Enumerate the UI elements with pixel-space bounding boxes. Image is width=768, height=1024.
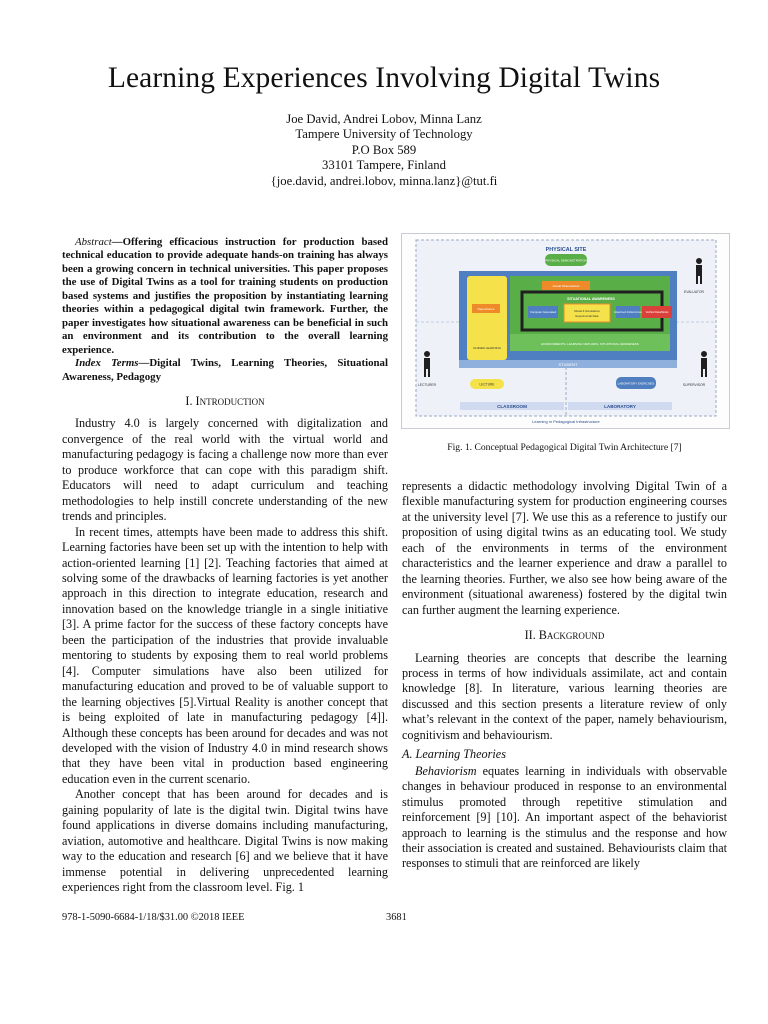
student-label: STUDENT — [558, 362, 578, 367]
paper-title: Learning Experiences Involving Digital Twins — [107, 62, 661, 94]
abstract — [62, 236, 388, 384]
paragraph: In recent times, attempts have been made to address this shift. Learning factories have been set up with the intention to help with action-oriented learning [1] [2]. Teaching factories that aimed at solving some of the drawbacks of learning factories is yet another approach in this direction to integrate education, research and innovation based on the knowledge triangle in a single initiative [3]. A prime factor for the success of these factory concepts have been the participation of the industries that provide invaluable mentoring to students by exposing them to real world problems [4]. Computer simulations have also been utilized for manufacturing education and proved to be of valuable support to the learning objectives [5].Virtual Reality is another concept that is being exploited of late in manufacturing pedagogy [4]]. Although these concepts has been around for decades and was not developed with the vision of Industry 4.0 in mind research shows that they have been vital in production based engineering education even in the current scenario. — [62, 524, 388, 786]
supervisor-label: SUPERVISOR — [682, 383, 706, 387]
paragraph-text: equates learning in individuals with observable changes in behaviour produced in response to an environmental stimulus promoted through repetitive stimulation and reinforcement [9] [10]. An important aspect of the behaviorist approach to learning is the stimulus and the response and how their association is created and sustained. Behaviourists claim that responses to stimuli that are reinforced are likely — [402, 763, 727, 871]
experimental-data-label: Experimental Data — [575, 314, 599, 318]
actual-observations-label: Actual Observations — [552, 284, 580, 288]
computer-generated-label: Computer Generated — [529, 310, 557, 314]
paragraph: Industry 4.0 is largely concerned with digitalization and convergence of the real world with the virtual world and manufacturing pedagogy is facing a challenge now more than ever to produce workforce that can cope with this paradigm shift. Educators will need to adapt curriculum and teaching methodologies to help instill concrete understanding of the new trends and principles. — [62, 416, 388, 524]
environments-label: ENVIRONMENTS, LEARNING METHODS, SITUATIONAL AWARENESS — [541, 342, 639, 346]
affiliation-line: P.O Box 589 — [351, 142, 417, 157]
figure-1 — [401, 233, 730, 429]
infrastructure-label: Learning in Pedagogical Infrastructure — [532, 419, 600, 424]
footer-isbn: 978-1-5090-6684-1/18/$31.00 ©2018 IEEE — [62, 912, 245, 923]
paragraph: Another concept that has been around for decades and is gaining popularity of late is the digital twin. Digital twins have found applications in diverse domains including manufacturing, aviation, automotive and healthcare. Digital Twins is now making way to the education and research [6] and we believe that it have immense potential in delivering unprecedented learning experiences right from the classroom level. Fig. 1 — [62, 787, 388, 895]
pedagogical-digital-twin-diagram — [402, 234, 729, 428]
laboratory-label: LABORATORY — [604, 404, 636, 409]
classroom-label: CLASSROOM — [497, 404, 527, 409]
guided-learning-label: GUIDED LEARNING — [473, 346, 501, 350]
author-names: Joe David, Andrei Lobov, Minna Lanz — [286, 112, 482, 126]
paragraph — [402, 764, 727, 872]
author-emails: {joe.david, andrei.lobov, minna.lanz}@tut.fi — [270, 173, 498, 188]
term-emphasis: Behaviorism — [415, 763, 477, 778]
index-terms-text: —Digital Twins, Learning Theories, Situational Awareness, Pedagogy — [62, 357, 388, 383]
page-number: 3681 — [386, 912, 407, 923]
paragraph: represents a didactic methodology involving Digital Twin of a flexible manufacturing system for production engineering courses at the university level [7]. We use this as a reference to justify our proposition of using digital twins as an educating tool. We study each of the environments in terms of the environment characteristics and the learner experience and draw a parallel to the learning theories. Further, we also see how being aware of the environment (situational awareness) fostered by the digital twin can further augment the learning experience. — [402, 479, 727, 617]
physical-demo-label: PHYSICAL DEMONSTRATION — [545, 258, 587, 263]
abstract-label: Abstract — [75, 236, 112, 248]
physical-site-label: PHYSICAL SITE — [545, 247, 587, 253]
figure-caption: Fig. 1. Conceptual Pedagogical Digital Twin Architecture [7] — [447, 442, 682, 453]
model-sim-node — [564, 304, 610, 322]
sa-label: SITUATIONAL AWARENESS — [567, 297, 615, 301]
lab-exercises-label: LABORATORY EXERCISES — [617, 381, 655, 386]
verified-data-label: Verified Data/Model — [645, 311, 669, 314]
affiliation-line: Tampere University of Technology — [295, 127, 473, 142]
left-column — [62, 236, 388, 895]
paragraph: Learning theories are concepts that describe the learning process in terms of how individuals assimilate, act and contain knowledge [8]. In literature, various learning theories are discussed and this section presents a literature review of only what’s relevant in the context of the paper, namely behaviourism, cognitivism and behaviourism. — [402, 650, 727, 742]
model-sim-label: Model & Simulations — [574, 309, 600, 313]
section-heading: II. Background — [524, 628, 605, 643]
experiment-label: Experiment Follow Across — [614, 311, 642, 314]
abstract-text: —Offering efficacious instruction for production based technical education to provide adequate hands-on training has always been a growing concern in technical universities. This paper proposes the use of Digital Twins as a tool for training students on production based systems and justifies the proposition by instantiating learning theories within a pedagogical digital twin framework. Further, the paper investigates how situational awareness can be beneficial in such an environment and its contribution to the overall learning experience. — [62, 236, 388, 356]
repositories-label: Repositories — [477, 307, 495, 311]
lecturer-label: LECTURER — [417, 383, 437, 387]
section-heading: I. Introduction — [185, 393, 265, 408]
index-terms-label: Index Terms — [75, 357, 139, 370]
subsection-heading: A. Learning Theories — [402, 747, 506, 762]
affiliation-line: 33101 Tampere, Finland — [322, 158, 446, 173]
author-block — [0, 112, 768, 189]
lecture-label: LECTURE — [479, 382, 495, 387]
evaluator-label: EVALUATOR — [684, 290, 704, 294]
right-column — [402, 479, 727, 872]
